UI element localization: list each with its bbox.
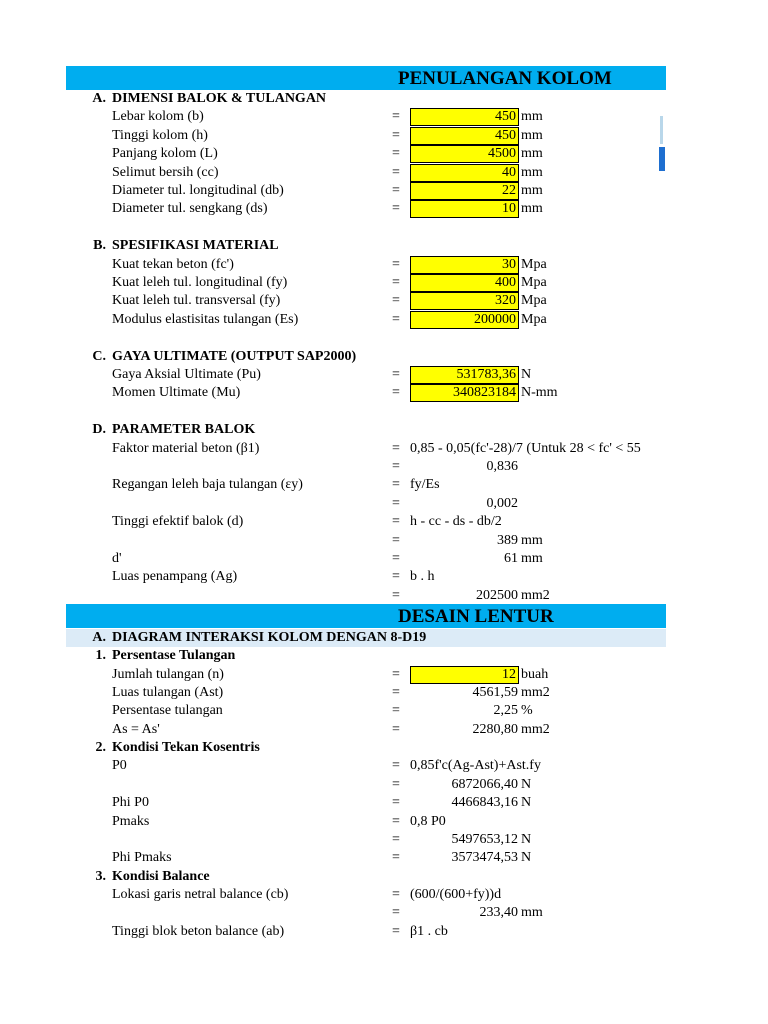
input-cell[interactable]: 200000: [410, 311, 519, 329]
computed-value: 4561,59: [472, 685, 518, 701]
unit-label: Mpa: [521, 293, 547, 309]
row-label: Luas tulangan (Ast): [112, 685, 224, 701]
section-number: D.: [92, 422, 106, 438]
computed-value: 3573474,53: [451, 850, 518, 866]
unit-label: Mpa: [521, 311, 547, 327]
equals-sign: =: [392, 813, 400, 829]
equals-sign: =: [392, 183, 400, 198]
input-cell[interactable]: 340823184: [410, 384, 519, 402]
section-number: 3.: [95, 868, 106, 884]
equals-sign: =: [392, 721, 400, 737]
equals-sign: =: [392, 275, 400, 290]
equals-sign: =: [392, 293, 400, 309]
row-label: Modulus elastisitas tulangan (Es): [112, 311, 299, 327]
input-cell[interactable]: 400: [410, 274, 519, 292]
equals-sign: =: [392, 703, 400, 719]
equals-sign: =: [392, 459, 400, 474]
unit-label: mm: [521, 146, 543, 162]
formula-text: fy/Es: [410, 477, 440, 493]
section-title: Kondisi Tekan Kosentris: [112, 740, 260, 756]
unit-label: Mpa: [521, 275, 547, 290]
row-label: Lebar kolom (b): [112, 109, 204, 125]
input-cell[interactable]: 30: [410, 256, 519, 274]
input-cell[interactable]: 4500: [410, 145, 519, 163]
row-label: Faktor material beton (β1): [112, 440, 260, 456]
row-label: Kuat leleh tul. longitudinal (fy): [112, 275, 288, 290]
equals-sign: =: [392, 905, 400, 921]
row-label: Lokasi garis netral balance (cb): [112, 886, 289, 902]
row-label: Phi P0: [112, 795, 149, 811]
equals-sign: =: [392, 587, 400, 603]
scrollbar-thumb[interactable]: [659, 147, 665, 171]
equals-sign: =: [392, 831, 400, 847]
section-number: B.: [93, 238, 106, 254]
section-title: PARAMETER BALOK: [112, 422, 256, 438]
input-cell[interactable]: 450: [410, 108, 519, 126]
equals-sign: =: [392, 776, 400, 792]
section-title: Persentase Tulangan: [112, 648, 236, 664]
unit-label: N: [521, 776, 532, 792]
input-cell[interactable]: 22: [410, 182, 519, 200]
row-label: Pmaks: [112, 813, 150, 829]
row-label: Tinggi blok beton balance (ab): [112, 923, 285, 939]
equals-sign: =: [392, 758, 400, 774]
equals-sign: =: [392, 495, 400, 511]
unit-label: mm: [521, 164, 543, 180]
input-cell[interactable]: 12: [410, 666, 519, 684]
equals-sign: =: [392, 477, 400, 493]
equals-sign: =: [392, 311, 400, 327]
unit-label: N-mm: [521, 385, 558, 401]
equals-sign: =: [392, 385, 400, 401]
section-number: 1.: [95, 648, 106, 664]
computed-value: 4466843,16: [451, 795, 518, 811]
equals-sign: =: [392, 256, 400, 272]
unit-label: N: [521, 367, 532, 382]
computed-value: 61: [504, 551, 518, 566]
equals-sign: =: [392, 514, 400, 530]
equals-sign: =: [392, 367, 400, 382]
row-label: Phi Pmaks: [112, 850, 172, 866]
computed-value: 0,836: [486, 459, 518, 474]
row-label: Tinggi efektif balok (d): [112, 514, 244, 530]
input-cell[interactable]: 10: [410, 200, 519, 218]
section-title: DIAGRAM INTERAKSI KOLOM DENGAN 8-D19: [112, 630, 427, 645]
equals-sign: =: [392, 666, 400, 682]
equals-sign: =: [392, 551, 400, 566]
unit-label: mm2: [521, 721, 550, 737]
row-label: Diameter tul. sengkang (ds): [112, 201, 268, 217]
scrollbar-track[interactable]: [660, 116, 663, 144]
formula-text: 0,8 P0: [410, 813, 446, 829]
header-title-desain-lentur: DESAIN LENTUR: [398, 606, 554, 627]
row-label: P0: [112, 758, 127, 774]
unit-label: %: [521, 703, 533, 719]
input-cell[interactable]: 450: [410, 127, 519, 145]
computed-value: 0,002: [486, 495, 518, 511]
equals-sign: =: [392, 795, 400, 811]
computed-value: 202500: [476, 587, 518, 603]
equals-sign: =: [392, 569, 400, 585]
unit-label: mm2: [521, 587, 550, 603]
computed-value: 6872066,40: [451, 776, 518, 792]
equals-sign: =: [392, 923, 400, 939]
unit-label: N: [521, 795, 532, 811]
header-title-penulangan-kolom: PENULANGAN KOLOM: [398, 68, 612, 89]
section-number: C.: [92, 348, 106, 364]
unit-label: mm: [521, 127, 543, 143]
equals-sign: =: [392, 146, 400, 162]
computed-value: 5497653,12: [451, 831, 518, 847]
row-label: Persentase tulangan: [112, 703, 223, 719]
computed-value: 2280,80: [472, 721, 518, 737]
formula-text: h - cc - ds - db/2: [410, 514, 502, 530]
formula-text: 0,85 - 0,05(fc'-28)/7 (Untuk 28 < fc' < 55: [410, 440, 641, 456]
row-label: Tinggi kolom (h): [112, 127, 208, 143]
row-label: Regangan leleh baja tulangan (εy): [112, 477, 303, 493]
section-title: DIMENSI BALOK & TULANGAN: [112, 91, 327, 106]
unit-label: mm2: [521, 685, 550, 701]
row-label: Diameter tul. longitudinal (db): [112, 183, 284, 198]
formula-text: 0,85f'c(Ag-Ast)+Ast.fy: [410, 758, 541, 774]
unit-label: mm: [521, 183, 543, 198]
section-number: 2.: [95, 740, 106, 756]
computed-value: 2,25: [493, 703, 518, 719]
equals-sign: =: [392, 685, 400, 701]
unit-label: mm: [521, 551, 543, 566]
section-title: SPESIFIKASI MATERIAL: [112, 238, 279, 254]
formula-text: β1 . cb: [410, 923, 448, 939]
row-label: Kuat tekan beton (fc'): [112, 256, 234, 272]
row-label: Gaya Aksial Ultimate (Pu): [112, 367, 261, 382]
equals-sign: =: [392, 440, 400, 456]
row-label: As = As': [112, 721, 160, 737]
computed-value: 233,40: [479, 905, 518, 921]
row-label: Luas penampang (Ag): [112, 569, 238, 585]
input-cell[interactable]: 40: [410, 164, 519, 182]
equals-sign: =: [392, 109, 400, 125]
unit-label: N: [521, 831, 532, 847]
section-number: A.: [92, 630, 106, 645]
section-number: A.: [92, 91, 106, 106]
unit-label: Mpa: [521, 256, 547, 272]
unit-label: mm: [521, 905, 543, 921]
unit-label: mm: [521, 201, 543, 217]
equals-sign: =: [392, 532, 400, 548]
section-title: Kondisi Balance: [112, 868, 210, 884]
header-bar-desain-lentur: [66, 604, 666, 628]
equals-sign: =: [392, 164, 400, 180]
unit-label: N: [521, 850, 532, 866]
equals-sign: =: [392, 850, 400, 866]
unit-label: mm: [521, 109, 543, 125]
row-label: Panjang kolom (L): [112, 146, 218, 162]
row-label: Jumlah tulangan (n): [112, 666, 224, 682]
input-cell[interactable]: 531783,36: [410, 366, 519, 384]
row-label: d': [112, 551, 122, 566]
computed-value: 389: [497, 532, 518, 548]
row-label: Selimut bersih (cc): [112, 164, 219, 180]
unit-label: mm: [521, 532, 543, 548]
section-title: GAYA ULTIMATE (OUTPUT SAP2000): [112, 348, 357, 364]
input-cell[interactable]: 320: [410, 292, 519, 310]
equals-sign: =: [392, 127, 400, 143]
formula-text: b . h: [410, 569, 435, 585]
equals-sign: =: [392, 886, 400, 902]
formula-text: (600/(600+fy))d: [410, 886, 502, 902]
unit-label: buah: [521, 666, 549, 682]
row-label: Momen Ultimate (Mu): [112, 385, 241, 401]
equals-sign: =: [392, 201, 400, 217]
row-label: Kuat leleh tul. transversal (fy): [112, 293, 281, 309]
